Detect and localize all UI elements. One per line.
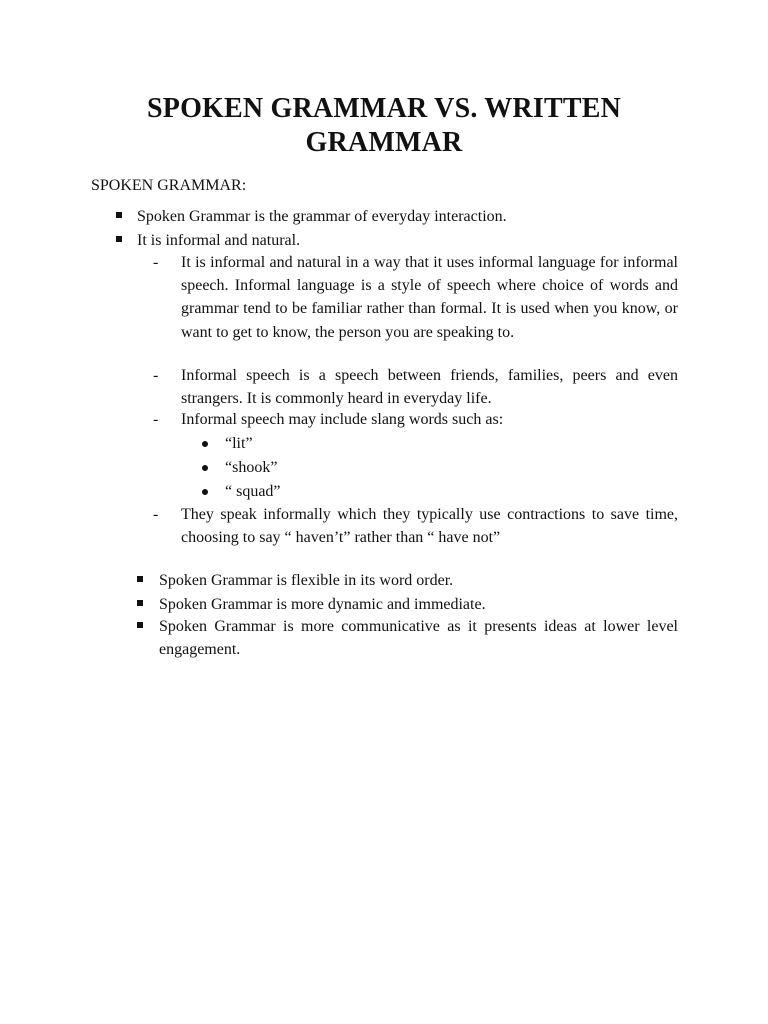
sub-point-item xyxy=(153,251,678,344)
list-item-text: Spoken Grammar is flexible in its word order. xyxy=(159,572,454,589)
round-bullet-icon xyxy=(202,441,208,447)
square-bullet-icon xyxy=(116,212,122,218)
sub-point-text: Informal speech is a speech between friends, families, peers and even strangers. It is commonly heard in everyday life. xyxy=(181,367,678,408)
dash-bullet-icon: - xyxy=(153,367,159,384)
list-item xyxy=(137,615,678,661)
dash-bullet-icon: - xyxy=(153,411,159,428)
list-item xyxy=(137,593,678,616)
list-item: Spoken Grammar is the grammar of everyday interaction. xyxy=(137,208,507,225)
dash-bullet-icon: - xyxy=(153,506,159,523)
list-item: It is informal and natural. xyxy=(137,232,301,249)
sub-point-text: Informal speech may include slang words such as: xyxy=(181,411,504,428)
list-item-text: Spoken Grammar is more dynamic and immediate. xyxy=(159,596,486,613)
square-bullet-icon xyxy=(137,622,143,628)
sub-point-text: It is informal and natural in a way that it uses informal language for informal speech. Informal language is a style of speech where choice of words and grammar tend to be familiar rather than formal. It is used when you know, or want to get to know, the person you are speaking to. xyxy=(181,254,678,341)
slang-word: “shook” xyxy=(225,459,278,476)
section-heading: SPOKEN GRAMMAR: xyxy=(91,177,247,194)
sub-point-text: They speak informally which they typically use contractions to save time, choosing to say “ haven’t” rather than “ have not” xyxy=(181,506,678,547)
list-item-text: Spoken Grammar is more communicative as it presents ideas at lower level engagement. xyxy=(159,618,678,658)
square-bullet-icon xyxy=(137,576,143,582)
sub-point-item xyxy=(153,408,678,431)
list-item xyxy=(137,569,678,592)
slang-word: “ squad” xyxy=(225,483,281,500)
dash-bullet-icon: - xyxy=(153,254,159,271)
slang-word: “lit” xyxy=(225,435,253,452)
sub-point-item xyxy=(153,503,678,549)
sub-point-item xyxy=(153,364,678,410)
document-title: SPOKEN GRAMMAR VS. WRITTEN GRAMMAR xyxy=(147,93,621,158)
square-bullet-icon xyxy=(116,236,122,242)
round-bullet-icon xyxy=(202,489,208,495)
round-bullet-icon xyxy=(202,465,208,471)
square-bullet-icon xyxy=(137,600,143,606)
